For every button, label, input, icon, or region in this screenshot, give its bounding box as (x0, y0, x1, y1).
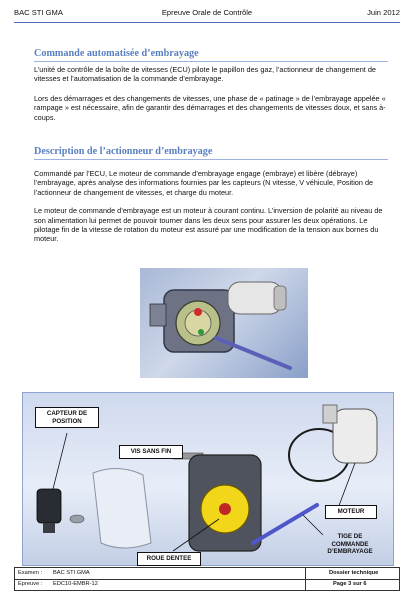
footer-examen-value: BAC STI GMA (53, 570, 90, 576)
section-commande (34, 48, 388, 122)
header-left: BAC STI GMA (14, 8, 63, 17)
header-center: Epreuve Orale de Contrôle (161, 8, 253, 17)
exploded-view-figure (22, 392, 394, 566)
label-vis-sans-fin: VIS SANS FIN (119, 445, 183, 459)
section1-para1: L’unité de contrôle de la boîte de vitesses (ECU) pilote le papillon des gaz, l’actionneur de changement de vitesses et l’automatisation de la commande d’embrayage. (34, 65, 376, 84)
footer-examen-label: Examen : (18, 570, 43, 576)
footer-epreuve-value: EDC10-EMBR-12 (53, 581, 98, 587)
section1-para2: Lors des démarrages et des changements de vitesses, une phase de « patinage » de l’embrayage appelée « rampage » est nécessaire, afin de garantir des démarrages et des changements de vitesses doux, et sans à-coups. (34, 93, 386, 122)
section-description (34, 146, 388, 244)
section2-para2: Le moteur de commande d’embrayage est un moteur à courant continu. L’inversion de polarité au niveau de son alimentation lui permet de pouvoir tourner dans les deux sens pour assurer les deux opérations. Le pilotage fin de la vitesse de rotation du moteur est assuré par une modification de la tension aux bornes du moteur. (34, 206, 383, 244)
label-moteur: MOTEUR (325, 505, 377, 519)
label-tige-commande: TIGE DE COMMANDE D’EMBRAYAGE (327, 533, 373, 556)
footer-page-number: Page 3 sur 6 (333, 581, 367, 587)
actuator-photo-drawing (140, 268, 308, 378)
page-header (14, 8, 400, 22)
section2-title: Description de l’actionneur d’embrayage (34, 146, 388, 160)
header-right: Juin 2012 (367, 8, 400, 17)
footer-table (14, 567, 400, 591)
section1-title: Commande automatisée d’embrayage (34, 48, 388, 62)
section2-para1: Commandé par l’ECU, Le moteur de commande d’embrayage engage (embraye) et libère (débraye) l’embrayage, après analyse des informations fournies par les capteurs (N vitesse, V véhicule, Position de l’actionneur de changement de vitesses, et charge du moteur. (34, 169, 374, 197)
header-rule (14, 22, 400, 23)
label-roue-dentee: ROUE DENTEE (137, 552, 201, 566)
footer-row-epreuve (15, 579, 399, 590)
actuator-photo (140, 268, 308, 378)
footer-doc-type: Dossier technique (329, 570, 379, 576)
footer-epreuve-label: Epreuve : (18, 581, 43, 587)
label-capteur-position: CAPTEUR DE POSITION (35, 407, 99, 428)
